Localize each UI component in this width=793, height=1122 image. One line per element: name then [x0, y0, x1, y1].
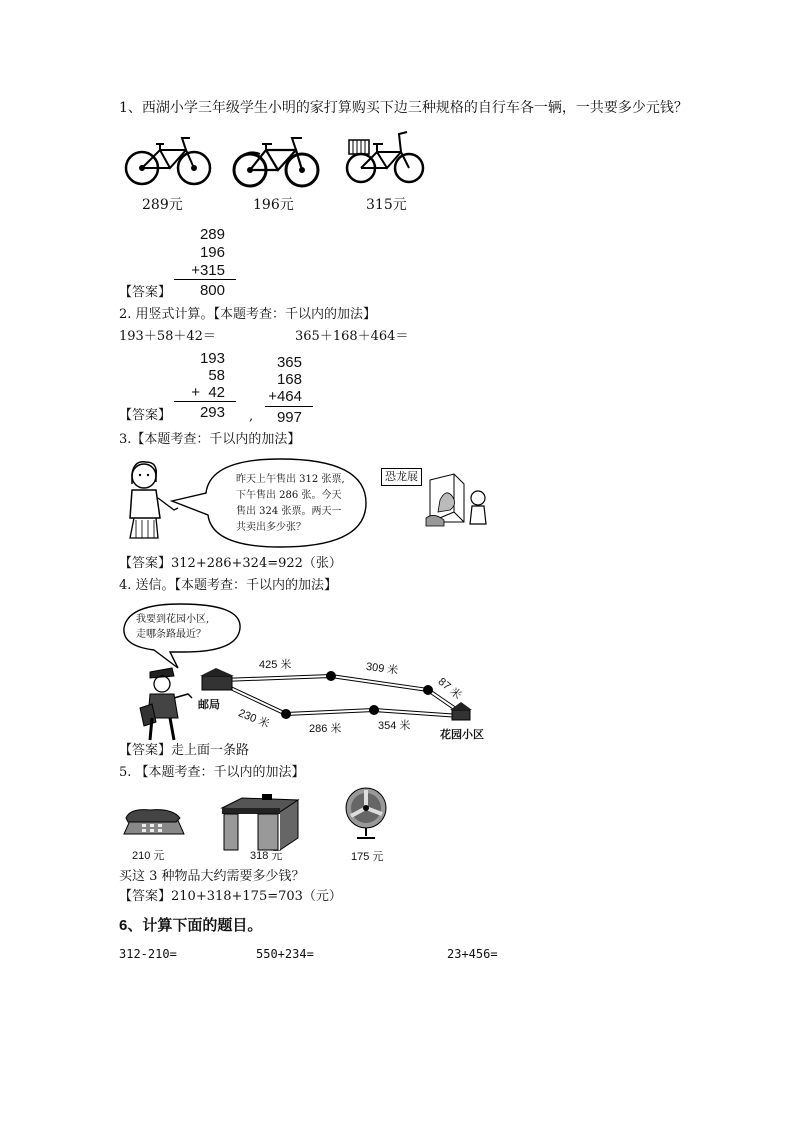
q3-bubble-line-3: 售出 324 张票。两天一 [236, 506, 342, 517]
q5-question: 5. 【本题考查：千以内的加法】 [119, 765, 305, 780]
q2-expr-b: 365＋168＋464＝ [295, 329, 409, 344]
q2-answer-label: 【答案】 [119, 408, 172, 423]
fan-image [343, 786, 389, 844]
q3-bubble-line-1: 昨天上午售出 312 张票, [236, 474, 345, 485]
telephone-price: 210 元 [132, 850, 165, 862]
q4-answer: 【答案】走上面一条路 [119, 743, 250, 758]
q2-calc-a-rule [174, 401, 236, 402]
dinosaur-exhibit-image [424, 470, 494, 528]
q1-calc-line-3: +315 [191, 262, 225, 279]
dist-bot-2: 286 米 [309, 723, 342, 735]
q4-bubble-text [136, 612, 209, 642]
q6-expr-1: 312-210= [119, 947, 177, 961]
telephone-image [120, 808, 186, 838]
dist-top-2: 309 米 [365, 660, 399, 678]
q2-calc-a-line-2: 58 [208, 367, 225, 384]
desk-price: 318 元 [250, 850, 283, 862]
q2-calc-a-line-1: 193 [199, 350, 225, 367]
bicycle-2-image [232, 132, 320, 190]
q2-expr-a: 193＋58＋42＝ [119, 329, 216, 344]
desk-image [218, 794, 300, 852]
bicycle-1-image [124, 130, 212, 188]
q6-title: 6、计算下面的题目。 [119, 917, 263, 934]
dist-top-1: 425 米 [259, 659, 292, 671]
q2-calc-a-result: 293 [199, 404, 225, 421]
q3-answer: 【答案】312+286+324=922（张） [119, 556, 342, 571]
dinosaur-exhibit-sign: 恐龙展 [381, 468, 422, 486]
q5-prompt: 买这 3 种物品大约需要多少钱？ [119, 869, 305, 884]
q3-bubble-line-4: 共卖出多少张？ [236, 522, 306, 533]
q4-bubble-line-1: 我要到花园小区, [136, 614, 210, 625]
q1-calc-rule [174, 279, 236, 280]
dist-bot-1: 230 米 [236, 707, 272, 731]
q2-calc-b-result: 997 [276, 409, 302, 426]
fan-price: 175 元 [351, 851, 384, 863]
q4-question: 4. 送信。【本题考查：千以内的加法】 [119, 578, 338, 593]
q3-bubble-line-2: 下午售出 286 张。今天 [236, 490, 342, 501]
q2-calc-b-line-1: 365 [276, 354, 302, 371]
q1-calc-line-2: 196 [199, 244, 225, 261]
q3-question: 3.【本题考查：千以内的加法】 [119, 432, 301, 447]
postman-image [138, 664, 198, 742]
q2-comma: , [249, 409, 254, 424]
bicycle-1-price: 289元 [142, 197, 183, 213]
q2-question: 2. 用竖式计算。【本题考查：千以内的加法】 [119, 307, 377, 322]
q5-answer: 【答案】210+318+175=703（元） [119, 889, 342, 904]
q1-answer-label: 【答案】 [119, 285, 172, 300]
q1-calc-line-1: 289 [199, 226, 225, 243]
post-office-label: 邮局 [198, 699, 220, 711]
q3-bubble-text [236, 472, 345, 536]
q6-expr-2: 550+234= [256, 947, 314, 961]
garden-community-label: 花园小区 [440, 729, 484, 741]
q2-calc-a-line-3: + 42 [191, 384, 225, 401]
q2-calc-b-line-2: 168 [276, 371, 302, 388]
q2-calc-b-rule [265, 406, 313, 407]
dist-top-3: 87 米 [435, 675, 464, 702]
dist-bot-3: 354 米 [378, 720, 411, 732]
q1-calc-result: 800 [199, 282, 225, 299]
q2-calc-b-line-3: +464 [268, 388, 302, 405]
q1-question: 1、西湖小学三年级学生小明的家打算购买下边三种规格的自行车各一辆，一共要多少元钱？ [119, 100, 688, 116]
bicycle-3-image [345, 124, 425, 186]
q4-bubble-line-2: 走哪条路最近？ [136, 629, 206, 640]
bicycle-3-price: 315元 [366, 197, 407, 213]
bicycle-2-price: 196元 [253, 197, 294, 213]
q6-expr-3: 23+456= [447, 947, 498, 961]
